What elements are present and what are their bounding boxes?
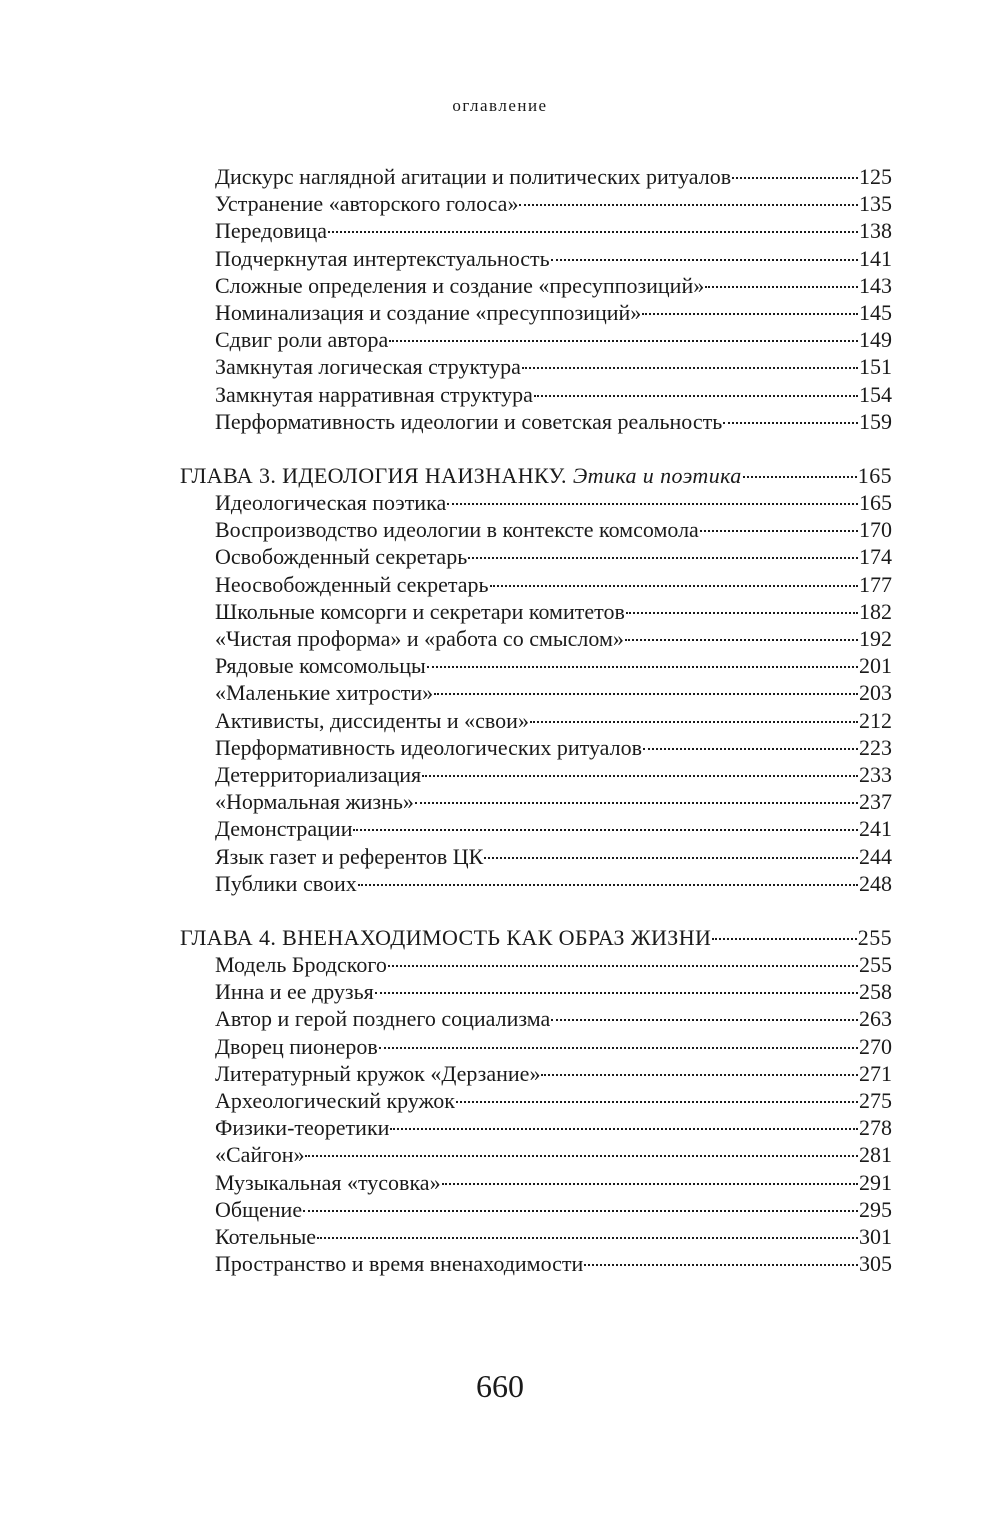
toc-entry-page: 203 (859, 680, 892, 706)
dot-leader (456, 1101, 858, 1103)
toc-entry-title: Замкнутая нарративная структура (215, 381, 533, 407)
toc-entry-page: 149 (859, 327, 892, 353)
dot-leader (427, 666, 858, 668)
toc-entry-page: 201 (859, 653, 892, 679)
toc-entry[interactable] (180, 1223, 892, 1250)
toc-entry[interactable] (180, 815, 892, 842)
toc-entry[interactable] (180, 163, 892, 190)
toc-entry[interactable] (180, 408, 892, 435)
dot-leader (353, 829, 858, 831)
toc-entry-title: Перформативность идеологических ритуалов (215, 734, 643, 760)
toc-entry-page: 244 (859, 843, 892, 869)
dot-leader (317, 1237, 858, 1239)
toc-entry[interactable] (180, 1141, 892, 1168)
toc-entry[interactable] (180, 245, 892, 272)
toc-entry-title: Идеологическая поэтика (215, 490, 447, 516)
running-head: оглавление (452, 96, 548, 115)
toc-entry-title: Передовица (215, 218, 328, 244)
toc-entry[interactable] (180, 326, 892, 353)
table-of-contents (180, 163, 892, 1277)
dot-leader (522, 367, 858, 369)
page-number: 660 (476, 1368, 524, 1404)
toc-entry-title: Автор и герой позднего социализма (215, 1006, 551, 1032)
toc-entry-title: «Чистая проформа» и «работа со смыслом» (215, 626, 624, 651)
toc-entry-page: 143 (859, 272, 892, 298)
chapter-page: 165 (857, 462, 892, 488)
toc-entry-page: 281 (859, 1142, 892, 1168)
toc-entry[interactable] (180, 951, 892, 978)
toc-entry-page: 170 (859, 517, 892, 543)
toc-entry[interactable] (180, 1196, 892, 1223)
toc-entry-page: 291 (859, 1169, 892, 1195)
toc-entry-title: Сложные определения и создание «пресуппозиций» (215, 272, 705, 298)
dot-leader (541, 1074, 858, 1076)
toc-entry-title: Общение (215, 1196, 303, 1222)
dot-leader (484, 857, 858, 859)
section-gap (180, 435, 892, 462)
dot-leader (625, 639, 858, 641)
toc-entry[interactable] (180, 1033, 892, 1060)
toc-entry[interactable] (180, 734, 892, 761)
toc-entry-page: 248 (859, 870, 892, 896)
dot-leader (388, 965, 858, 967)
toc-entry-page: 275 (859, 1088, 892, 1113)
chapter-title (180, 462, 742, 489)
toc-entry[interactable] (180, 1087, 892, 1114)
toc-entry-page: 135 (859, 191, 892, 217)
toc-entry-page: 255 (859, 952, 892, 978)
chapter-subtitle: Этика и поэтика (572, 462, 742, 488)
dot-leader (723, 422, 858, 424)
toc-entry-page: 159 (859, 408, 892, 434)
toc-entry[interactable] (180, 625, 892, 652)
toc-entry-title: Перформативность идеологии и советская реальность (215, 408, 723, 434)
toc-entry[interactable] (180, 843, 892, 870)
toc-entry-title: Литературный кружок «Дерзание» (215, 1060, 541, 1086)
toc-entry-page: 192 (859, 626, 892, 651)
toc-entry[interactable] (180, 516, 892, 543)
dot-leader (305, 1155, 858, 1157)
toc-entry[interactable] (180, 978, 892, 1005)
chapter-heading[interactable] (180, 924, 892, 951)
toc-entry-page: 145 (859, 299, 892, 325)
toc-entry-page: 295 (859, 1196, 892, 1222)
toc-entry[interactable] (180, 788, 892, 815)
toc-entry-page: 165 (859, 490, 892, 516)
toc-entry[interactable] (180, 1005, 892, 1032)
dot-leader (743, 476, 857, 478)
dot-leader (732, 177, 858, 179)
toc-entry-title: Модель Бродского (215, 952, 387, 978)
toc-entry-title: Устранение «авторского голоса» (215, 191, 519, 217)
toc-entry-title: Музыкальная «тусовка» (215, 1169, 441, 1195)
dot-leader (434, 693, 858, 695)
chapter-heading[interactable] (180, 462, 892, 489)
dot-leader (303, 1210, 858, 1212)
dot-leader (642, 313, 858, 315)
toc-entry[interactable] (180, 679, 892, 706)
dot-leader (519, 204, 858, 206)
section-gap (180, 897, 892, 924)
dot-leader (415, 802, 858, 804)
dot-leader (379, 1047, 858, 1049)
toc-entry-page: 263 (859, 1006, 892, 1032)
toc-entry-page: 138 (859, 218, 892, 244)
dot-leader (390, 1128, 858, 1130)
dot-leader (389, 340, 858, 342)
toc-entry-page: 301 (859, 1223, 892, 1249)
dot-leader (490, 585, 858, 587)
dot-leader (468, 557, 858, 559)
toc-entry-title: «Нормальная жизнь» (215, 789, 414, 815)
toc-entry-title: Дворец пионеров (215, 1033, 378, 1059)
toc-entry[interactable] (180, 353, 892, 380)
toc-entry[interactable] (180, 707, 892, 734)
toc-entry-title: Публики своих (215, 870, 357, 896)
toc-entry-title: Номинализация и создание «пресуппозиций» (215, 299, 642, 325)
toc-entry[interactable] (180, 571, 892, 598)
dot-leader (442, 1183, 858, 1185)
toc-entry-title: Активисты, диссиденты и «свои» (215, 707, 529, 733)
toc-entry-title: Котельные (215, 1223, 316, 1249)
toc-entry[interactable] (180, 598, 892, 625)
toc-entry-page: 271 (859, 1060, 892, 1086)
toc-entry-title: Язык газет и референтов ЦК (215, 843, 484, 869)
toc-entry[interactable] (180, 299, 892, 326)
toc-entry[interactable] (180, 652, 892, 679)
chapter-title-text: ГЛАВА 3. ИДЕОЛОГИЯ НАИЗНАНКУ. (180, 462, 573, 488)
toc-entry-title: Сдвиг роли автора (215, 327, 389, 353)
toc-entry-title: Неосвобожденный секретарь (215, 571, 489, 597)
dot-leader (705, 286, 858, 288)
toc-entry-title: Демонстрации (215, 816, 353, 842)
toc-entry-title: Подчеркнутая интертекстуальность (215, 245, 550, 271)
toc-entry[interactable] (180, 489, 892, 516)
dot-leader (643, 748, 858, 750)
toc-entry-page: 125 (859, 164, 892, 189)
toc-entry-title: Детерриториализация (215, 761, 422, 787)
toc-entry-page: 177 (859, 571, 892, 597)
dot-leader (422, 775, 858, 777)
toc-entry-title: Дискурс наглядной агитации и политических ритуалов (215, 164, 732, 189)
toc-entry[interactable] (180, 870, 892, 897)
chapter-title (180, 924, 711, 951)
toc-entry-page: 151 (859, 354, 892, 380)
dot-leader (530, 721, 858, 723)
toc-entry-page: 182 (859, 598, 892, 624)
dot-leader (551, 259, 858, 261)
chapter-title-text: ГЛАВА 4. ВНЕНАХОДИМОСТЬ КАК ОБРАЗ ЖИЗНИ (180, 924, 712, 950)
toc-entry-page: 241 (859, 816, 892, 842)
toc-entry-page: 154 (859, 381, 892, 407)
toc-entry-title: Пространство и время вненаходимости (215, 1251, 584, 1277)
toc-entry[interactable] (180, 1114, 892, 1141)
toc-entry-page: 233 (859, 761, 892, 787)
toc-entry-title: Физики-теоретики (215, 1115, 390, 1141)
toc-entry[interactable] (180, 1060, 892, 1087)
toc-entry-page: 223 (859, 734, 892, 760)
dot-leader (328, 231, 858, 233)
toc-entry-title: Рядовые комсомольцы (215, 653, 426, 679)
dot-leader (447, 503, 858, 505)
dot-leader (375, 992, 858, 994)
toc-entry[interactable] (180, 761, 892, 788)
toc-entry[interactable] (180, 1250, 892, 1277)
dot-leader (700, 530, 858, 532)
toc-entry[interactable] (180, 1169, 892, 1196)
dot-leader (712, 938, 857, 940)
toc-entry-page: 270 (859, 1033, 892, 1059)
toc-entry[interactable] (180, 217, 892, 244)
toc-entry-page: 305 (859, 1251, 892, 1277)
toc-entry[interactable] (180, 381, 892, 408)
toc-entry-title: «Сайгон» (215, 1142, 305, 1168)
toc-entry-page: 278 (859, 1115, 892, 1141)
toc-entry[interactable] (180, 272, 892, 299)
toc-entry-page: 141 (859, 245, 892, 271)
toc-entry-title: Освобожденный секретарь (215, 544, 468, 570)
dot-leader (534, 395, 858, 397)
toc-entry-page: 174 (859, 544, 892, 570)
toc-entry-page: 212 (859, 707, 892, 733)
dot-leader (626, 612, 858, 614)
toc-entry[interactable] (180, 543, 892, 570)
chapter-page: 255 (857, 924, 892, 950)
toc-entry-title: Воспроизводство идеологии в контексте комсомола (215, 517, 699, 543)
toc-entry-title: Школьные комсорги и секретари комитетов (215, 598, 625, 624)
dot-leader (358, 884, 858, 886)
dot-leader (551, 1019, 858, 1021)
toc-entry-title: Археологический кружок (215, 1088, 455, 1113)
toc-entry-page: 258 (859, 979, 892, 1005)
toc-entry-title: Замкнутая логическая структура (215, 354, 521, 380)
dot-leader (584, 1264, 858, 1266)
toc-entry-title: Инна и ее друзья (215, 979, 374, 1005)
toc-entry-page: 237 (859, 789, 892, 815)
toc-entry[interactable] (180, 190, 892, 217)
toc-entry-title: «Маленькие хитрости» (215, 680, 434, 706)
